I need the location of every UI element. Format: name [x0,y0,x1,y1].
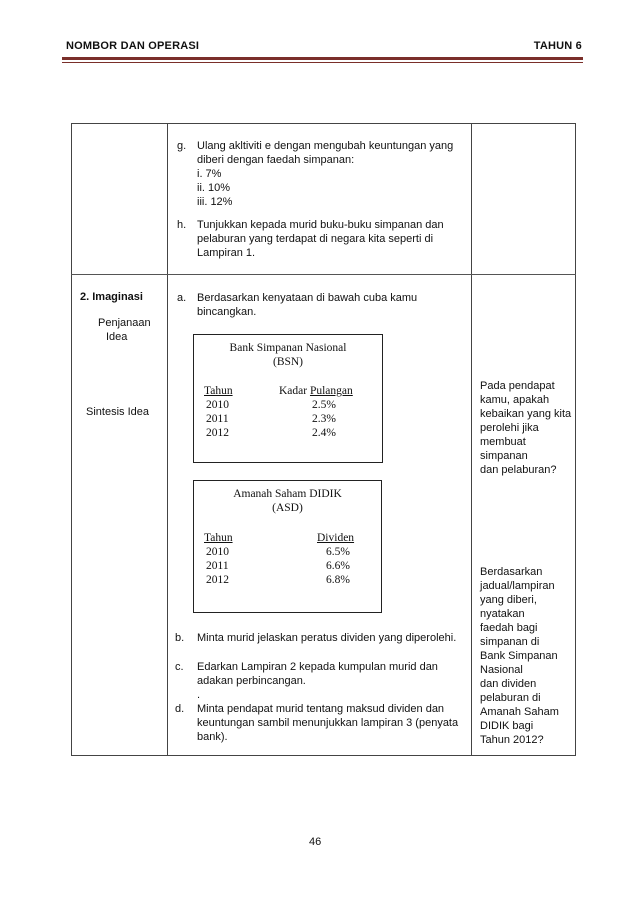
question-1-line: perolehi jika [480,422,539,434]
question-1-line: Pada pendapat [480,380,555,392]
question-2-line: Tahun 2012? [480,734,544,746]
step-d-text: Minta pendapat murid tentang maksud dividen dan keuntungan sambil menunjukkan lampiran 3 (penyata bank). [197,703,459,743]
bsn-value-3: 2.4% [312,427,336,439]
question-2-line: nyatakan [480,608,525,620]
step-g-text: Ulang akltiviti e dengan mengubah keuntungan yang diberi dengan faedah simpanan: [197,140,454,166]
stage-sub-1a: Penjanaan [98,317,151,329]
step-g-sub-2: ii. 10% [197,182,231,194]
question-2-line: Amanah Saham [480,706,559,718]
bsn-title-2: (BSN) [272,356,304,368]
step-b-text: Minta murid jelaskan peratus dividen yang diperolehi. [197,632,457,644]
asd-col-year: Tahun [204,532,233,544]
header-rule-thin [62,62,583,63]
step-g-label: g. [177,140,187,152]
table-divider-1 [167,123,168,756]
bsn-value-2: 2.3% [312,413,336,425]
step-c-dot: . [197,689,201,701]
row-divider [71,274,576,275]
question-2-line: simpanan di [480,636,540,648]
step-c [177,660,462,702]
header-title: NOMBOR DAN OPERASI [66,40,200,52]
stage-sub-2: Sintesis Idea [86,406,149,418]
asd-value-3: 6.8% [326,574,350,586]
bsn-col-rate [279,384,353,398]
question-2-line: Bank Simpanan [480,650,558,662]
bsn-value-1: 2.5% [312,399,336,411]
question-2-line: faedah bagi [480,622,538,634]
step-b [177,631,462,645]
stage-sub-1b: Idea [106,331,128,343]
question-1-line: kebaikan yang kita [480,408,572,420]
step-d-label: d. [175,703,185,715]
asd-year-1: 2010 [206,546,229,558]
step-g [177,139,462,209]
step-h [177,218,462,260]
question-1 [480,379,576,477]
asd-value-2: 6.6% [326,560,350,572]
asd-value-1: 6.5% [326,546,350,558]
step-h-label: h. [177,219,187,231]
question-2-line: Berdasarkan [480,566,543,578]
question-2-line: dan dividen [480,678,537,690]
asd-title-1: Amanah Saham DIDIK [233,488,342,500]
question-2-line: DIDIK bagi [480,720,534,732]
stage-title: 2. Imaginasi [80,291,143,303]
step-h-text: Tunjukkan kepada murid buku-buku simpanan dan pelaburan yang terdapat di negara kita seperti di Lampiran 1. [197,219,444,259]
bsn-year-3: 2012 [206,427,229,439]
step-d [177,702,462,744]
question-1-line: membuat simpanan [480,436,528,462]
step-a [177,291,462,319]
question-2-line: jadual/lampiran [480,580,555,592]
header-year: TAHUN 6 [533,40,582,52]
asd-table-box [193,480,382,613]
page-number: 46 [309,836,322,848]
step-g-sub-3: iii. 12% [197,196,233,208]
step-g-sub-1: i. 7% [197,168,222,180]
step-b-label: b. [175,632,185,644]
bsn-title-1: Bank Simpanan Nasional [229,342,347,354]
asd-title-2: (ASD) [272,502,303,514]
step-a-text: Berdasarkan kenyataan di bawah cuba kamu bincangkan. [197,292,418,318]
question-2-line: pelaburan di [480,692,541,704]
step-c-text: Edarkan Lampiran 2 kepada kumpulan murid dan adakan perbincangan. [197,661,438,687]
bsn-col-rate-1: Kadar [279,385,308,397]
header-rule [62,57,583,60]
table-divider-2 [471,123,472,756]
question-1-line: dan pelaburan? [480,464,557,476]
question-2 [480,565,576,747]
bsn-year-2: 2011 [206,413,229,425]
step-c-label: c. [175,661,184,673]
asd-year-3: 2012 [206,574,229,586]
bsn-col-rate-2: Pulangan [309,385,353,397]
step-a-label: a. [177,292,187,304]
bsn-col-year: Tahun [204,385,233,397]
asd-year-2: 2011 [206,560,229,572]
question-2-line: Nasional [480,664,523,676]
bsn-year-1: 2010 [206,399,229,411]
question-2-line: yang diberi, [480,594,537,606]
asd-col-div: Dividen [317,532,355,544]
question-1-line: kamu, apakah [480,394,550,406]
bsn-table-box [193,334,383,463]
